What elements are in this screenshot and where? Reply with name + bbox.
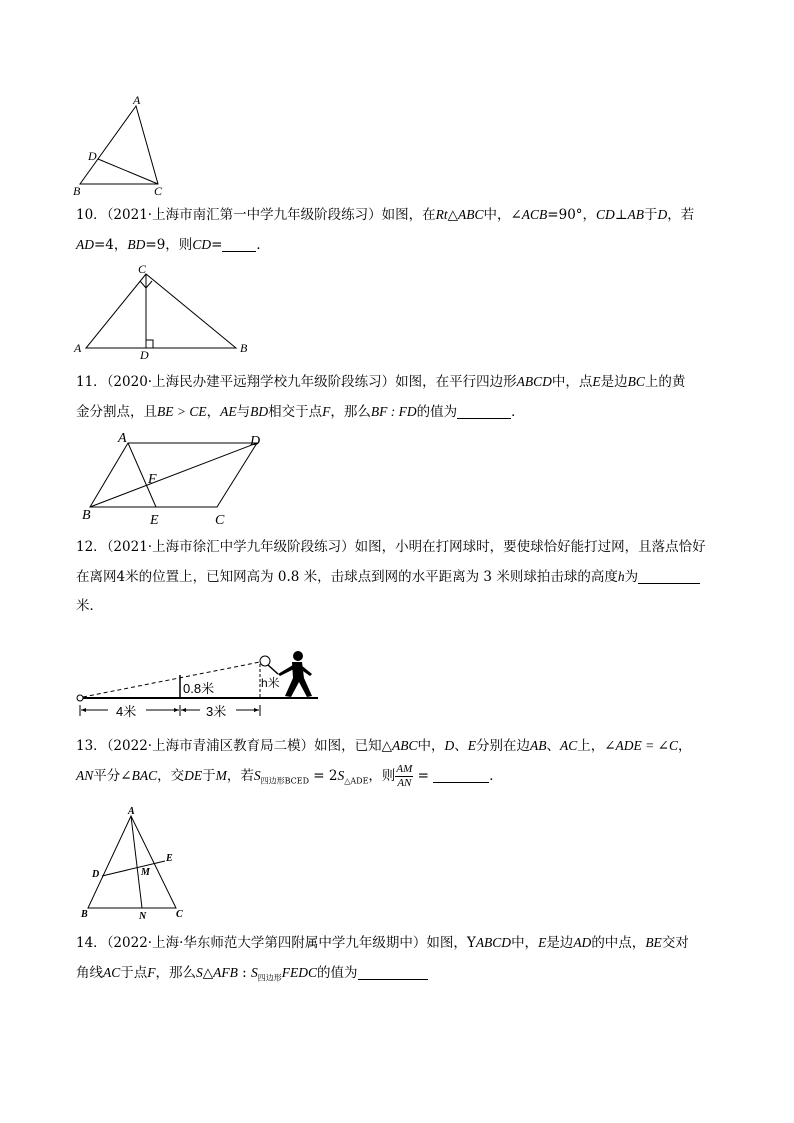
math: ABC [457, 207, 484, 222]
numerator: AM [396, 763, 413, 775]
label-m: M [141, 867, 150, 878]
subscript: △ADE [344, 776, 369, 786]
question-number: 11． [76, 374, 107, 390]
triangle-symbol: △ [447, 207, 458, 223]
text: ． [511, 404, 525, 420]
fraction [395, 763, 413, 790]
subscript: 四边形 [257, 973, 282, 983]
math: F [322, 404, 331, 419]
math: ∠BAC [120, 768, 158, 783]
text: ，则 [368, 768, 396, 784]
text: 的值为 [317, 965, 358, 981]
answer-blank[interactable] [638, 569, 700, 584]
text: 中， [511, 935, 539, 951]
text: 金分割点，且 [76, 404, 157, 420]
text: 于点 [120, 965, 148, 981]
text: 米的位置上，已知网高为 0.8 米，击球点到网的水平距离为 3 米则球拍击球的高度 [125, 569, 618, 585]
math: E [592, 374, 601, 389]
question-number: 10． [76, 207, 107, 223]
question-number: 12． [76, 539, 107, 555]
text: 如图，小明在打网球时，要使球恰好能打过网，且落点恰好 [354, 539, 706, 555]
math: AD [573, 935, 592, 950]
text: 分别在边 [475, 738, 530, 754]
math: AD [76, 237, 94, 252]
label-f: F [148, 472, 157, 487]
answer-blank[interactable] [433, 768, 489, 783]
text: ， [677, 738, 692, 754]
math: : [237, 965, 252, 981]
net-height-label: 0.8米 [183, 681, 215, 696]
text: 是边 [546, 935, 574, 951]
math: F [147, 965, 156, 980]
math: BD [250, 404, 269, 419]
text: ． [256, 237, 270, 253]
label-a: A [128, 806, 135, 817]
text: = [413, 768, 434, 784]
figure-q9 [70, 95, 180, 200]
text: 平分 [93, 768, 121, 784]
math: M [215, 768, 227, 783]
math: S [251, 965, 258, 980]
text: 上， [577, 738, 605, 754]
math: S [253, 768, 261, 783]
text: 中，点 [551, 374, 593, 390]
label-n: N [139, 911, 147, 922]
math: AB [627, 207, 645, 222]
subscript: 四边形BCED [260, 776, 309, 786]
question-source: （2022·上海·华东师范大学第四附属中学九年级期中） [106, 935, 427, 951]
answer-blank[interactable] [358, 965, 428, 980]
math: BE [645, 935, 662, 950]
math: CD [192, 237, 212, 252]
text: 于 [644, 207, 658, 223]
text: 、 [454, 738, 468, 754]
label-c: C [176, 909, 183, 920]
text: 的值为 [416, 404, 458, 420]
text: ，若 [226, 768, 254, 784]
parallelogram-symbol: Y [466, 935, 476, 951]
math: BD [127, 237, 146, 252]
text: 如图，在平行四边形 [395, 374, 517, 390]
label-e: E [166, 853, 173, 864]
math: Rt [435, 207, 448, 222]
math: CD [596, 207, 615, 222]
math: ABCD [475, 935, 512, 950]
text: ． [489, 768, 503, 784]
question-source: （2021·上海市南汇第一中学九年级阶段练习） [106, 207, 382, 223]
math: 4 [116, 569, 126, 585]
label-b: B [81, 909, 88, 920]
label-d: D [250, 434, 261, 449]
question-12 [76, 533, 726, 621]
math: E [538, 935, 547, 950]
question-11 [76, 367, 726, 427]
text: 中， [417, 738, 445, 754]
triangle-abc-diagram [70, 95, 180, 200]
math: D [657, 207, 668, 222]
label-d: D [140, 348, 149, 362]
math: AC [103, 965, 121, 980]
figure-q10 [70, 262, 260, 360]
parallelogram-diagram [80, 428, 280, 528]
math: FEDC [281, 965, 318, 980]
question-source: （2022·上海市青浦区教育局二模） [106, 738, 315, 754]
text: 如图， [426, 935, 467, 951]
denominator: AN [397, 777, 412, 789]
text: 交对 [661, 935, 689, 951]
question-13 [76, 731, 726, 796]
label-b: B [82, 508, 91, 523]
triangle-bisector-diagram [78, 805, 218, 920]
text: ， [206, 404, 221, 420]
math: AB [529, 738, 547, 753]
h-label: h米 [261, 676, 280, 690]
math: BF : FD [370, 404, 417, 419]
math: ∠ADE = ∠C [604, 738, 678, 753]
text: 相交于点 [268, 404, 323, 420]
question-number: 14． [76, 935, 107, 951]
label-a: A [133, 93, 141, 107]
text: 米． [76, 598, 103, 614]
label-b: B [240, 341, 248, 355]
math: S△AFB [196, 965, 238, 980]
label-b: B [73, 184, 81, 198]
math: ACB [521, 207, 548, 222]
label-c: C [138, 262, 147, 276]
math: BC [627, 374, 645, 389]
text: 与 [236, 404, 251, 420]
math: DE [184, 768, 203, 783]
dist-4-label: 4米 [116, 704, 137, 719]
text: 在离网 [76, 569, 117, 585]
text: 是边 [600, 374, 628, 390]
math: AN [76, 768, 94, 783]
question-number: 13． [76, 738, 107, 754]
tennis-diagram [72, 650, 327, 725]
text: 如图，已知 [314, 738, 382, 754]
math: S [337, 768, 345, 783]
text: 、 [546, 738, 560, 754]
perp-symbol: ⊥ [614, 207, 628, 223]
question-10 [76, 200, 726, 260]
math: h [617, 569, 625, 584]
math: D [444, 738, 455, 753]
math: E [467, 738, 476, 753]
right-triangle-diagram [70, 262, 260, 360]
text: =90°， [547, 207, 597, 223]
math: △ABC [381, 738, 418, 753]
text: =9，则 [145, 237, 193, 253]
text: ，那么 [155, 965, 197, 981]
text: ，若 [667, 207, 695, 223]
figure-q11 [80, 428, 280, 528]
label-c: C [215, 513, 225, 528]
math: AC [559, 738, 578, 753]
label-e: E [150, 513, 159, 528]
text: 角线 [76, 965, 103, 981]
player-icon [278, 651, 312, 697]
label-c: C [154, 184, 163, 198]
answer-blank[interactable] [222, 237, 256, 252]
question-source: （2020·上海民办建平远翔学校九年级阶段练习） [106, 374, 396, 390]
label-a: A [118, 431, 127, 446]
text: = [211, 237, 223, 253]
text: 的中点， [591, 935, 646, 951]
text: 上的黄 [644, 374, 686, 390]
figure-q13 [78, 805, 218, 920]
math: BE > CE [157, 404, 207, 419]
question-14 [76, 928, 726, 993]
dist-3-label: 3米 [206, 704, 227, 719]
figure-q12 [72, 650, 327, 725]
question-source: （2021·上海市徐汇中学九年级阶段练习） [106, 539, 355, 555]
math: ABCD [516, 374, 552, 389]
label-d: D [88, 149, 97, 163]
text: 如图，在 [381, 207, 436, 223]
text: 中，∠ [483, 207, 522, 223]
text: ，交 [157, 768, 185, 784]
text: ，那么 [330, 404, 371, 420]
answer-blank[interactable] [457, 404, 511, 419]
text: =4， [94, 237, 128, 253]
text: 于 [202, 768, 216, 784]
text: 为 [624, 569, 639, 585]
math: = 2 [308, 768, 338, 784]
math: AE [220, 404, 237, 419]
label-d: D [92, 869, 100, 880]
label-a: A [74, 341, 82, 355]
